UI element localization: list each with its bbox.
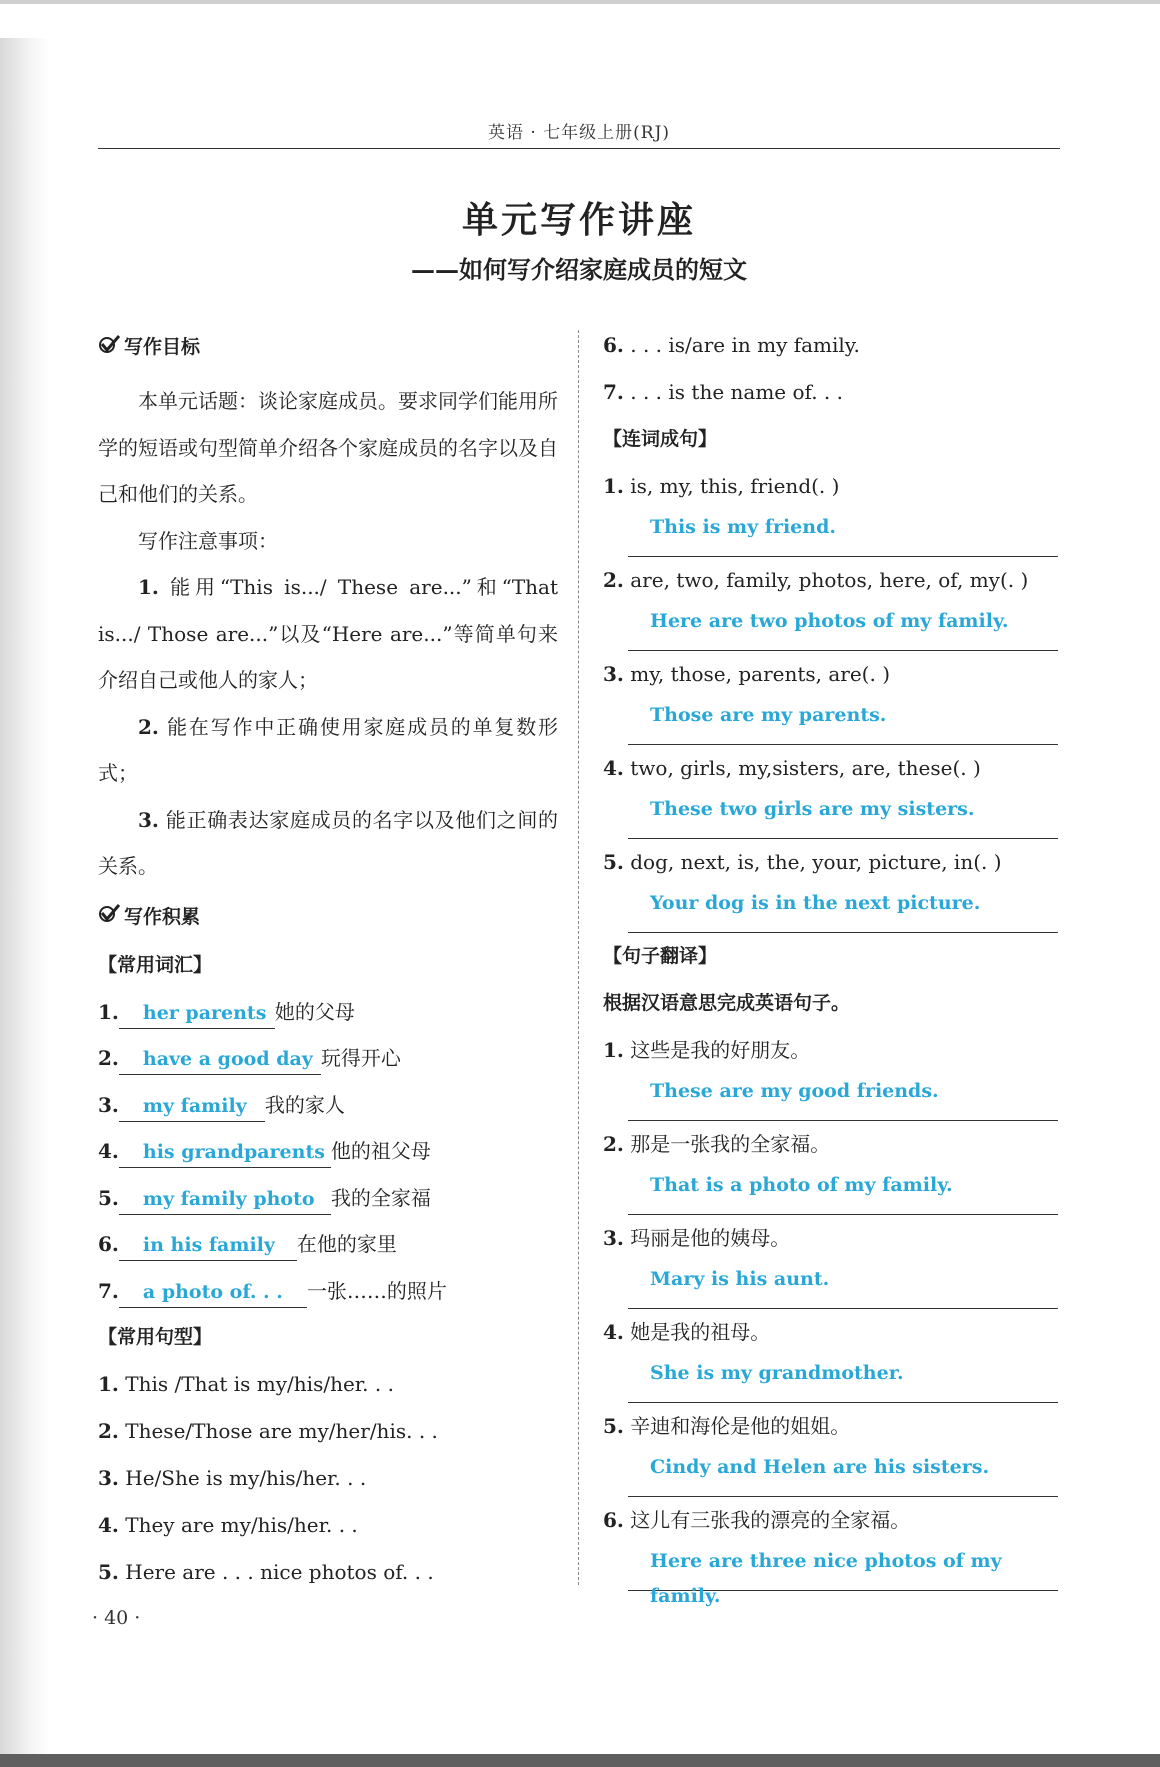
ordering-item: 2. are, two, family, photos, here, of, my(. ) (603, 568, 1029, 592)
checkmark-icon (98, 323, 124, 373)
ordering-heading: 【连词成句】 (603, 428, 718, 450)
translation-item: 1. 这些是我的好朋友。 (603, 1038, 811, 1062)
answer-blank: have a good day (119, 1043, 321, 1075)
answer-blank: a photo of. . . (119, 1276, 307, 1308)
pattern-item: 6. . . . is/are in my family. (603, 333, 860, 357)
right-column (603, 322, 1058, 1607)
ordering-item: 5. dog, next, is, the, your, picture, in(. ) (603, 850, 1002, 874)
writing-goal-label: 写作目标 (124, 336, 201, 358)
pattern-item: 3. He/She is my/his/her. . . (98, 1466, 367, 1490)
answer-blank: my family photo (119, 1183, 331, 1215)
vocab-item: 2. have a good day 玩得开心 (98, 1035, 558, 1082)
running-header: 英语 · 七年级上册(RJ) (487, 123, 671, 143)
scan-edge-top (0, 0, 1160, 4)
goal-paragraph: 本单元话题：谈论家庭成员。要求同学们能用所学的短语或句型简单介绍各个家庭成员的名字以及自己和他们的关系。 (98, 389, 558, 506)
answer-line: That is a photo of my family. (628, 1168, 1058, 1215)
answer-line: Here are two photos of my family. (628, 604, 1058, 651)
translation-item: 6. 这儿有三张我的漂亮的全家福。 (603, 1508, 911, 1532)
translation-heading: 【句子翻译】 (603, 945, 718, 967)
column-divider (578, 330, 579, 1585)
pattern-item: 4. They are my/his/her. . . (98, 1513, 358, 1537)
page-number: · 40 · (92, 1607, 141, 1629)
vocab-item: 7. a photo of. . . 一张……的照片 (98, 1268, 558, 1315)
note-item: 3. 能正确表达家庭成员的名字以及他们之间的关系。 (98, 807, 559, 878)
ordering-item: 1. is, my, this, friend(. ) (603, 474, 840, 498)
page-subtitle: ——如何写介绍家庭成员的短文 (411, 255, 747, 284)
answer-line: Those are my parents. (628, 698, 1058, 745)
answer-line: She is my grandmother. (628, 1356, 1058, 1403)
vocab-item: 5. my family photo 我的全家福 (98, 1175, 558, 1222)
answer-line: Mary is his aunt. (628, 1262, 1058, 1309)
note-item: 1. 能用“This is.../ These are...”和“That is.../ Those are...”以及“Here are...”等简单句来介绍自己或他人的家人； (98, 575, 559, 692)
answer-line: These two girls are my sisters. (628, 792, 1058, 839)
pattern-item: 7. . . . is the name of. . . (603, 380, 844, 404)
translation-instruction: 根据汉语意思完成英语句子。 (603, 992, 851, 1014)
scan-edge-left (0, 38, 50, 1758)
ordering-item: 3. my, those, parents, are(. ) (603, 662, 891, 686)
checkmark-icon (98, 892, 124, 942)
answer-blank: in his family (119, 1229, 297, 1261)
vocab-item: 1. her parents 她的父母 (98, 989, 558, 1036)
vocab-item: 4. his grandparents 他的祖父母 (98, 1128, 558, 1175)
pattern-item: 5. Here are . . . nice photos of. . . (98, 1560, 434, 1584)
writing-accumulation-heading (98, 892, 558, 942)
translation-item: 3. 玛丽是他的姨母。 (603, 1226, 791, 1250)
goal-paragraph-block (98, 378, 558, 890)
page-title: 单元写作讲座 (461, 200, 696, 241)
vocab-item: 3. my family 我的家人 (98, 1082, 558, 1129)
vocab-heading: 【常用词汇】 (98, 953, 213, 976)
notes-intro: 写作注意事项： (138, 528, 278, 553)
scan-edge-bottom (0, 1754, 1160, 1767)
answer-blank: his grandparents (119, 1136, 331, 1168)
ordering-item: 4. two, girls, my,sisters, are, these(. ) (603, 756, 981, 780)
header-rule (98, 148, 1060, 149)
answer-line: These are my good friends. (628, 1074, 1058, 1121)
note-item: 2. 能在写作中正确使用家庭成员的单复数形式； (98, 714, 559, 785)
answer-line: Your dog is in the next picture. (628, 886, 1058, 933)
translation-item: 5. 辛迪和海伦是他的姐姐。 (603, 1414, 851, 1438)
patterns-heading: 【常用句型】 (98, 1326, 213, 1348)
pattern-item: 2. These/Those are my/her/his. . . (98, 1419, 438, 1443)
answer-line: Here are three nice photos of my family. (628, 1544, 1058, 1591)
vocab-item: 6. in his family 在他的家里 (98, 1221, 558, 1268)
answer-line: This is my friend. (628, 510, 1058, 557)
pattern-item: 1. This /That is my/his/her. . . (98, 1372, 394, 1396)
writing-goal-heading (98, 322, 558, 372)
writing-accumulation-label: 写作积累 (124, 905, 201, 928)
answer-line: Cindy and Helen are his sisters. (628, 1450, 1058, 1497)
translation-item: 2. 那是一张我的全家福。 (603, 1132, 831, 1156)
translation-item: 4. 她是我的祖母。 (603, 1320, 771, 1344)
answer-blank: her parents (119, 997, 275, 1029)
answer-blank: my family (119, 1090, 265, 1122)
left-column (98, 322, 558, 1596)
